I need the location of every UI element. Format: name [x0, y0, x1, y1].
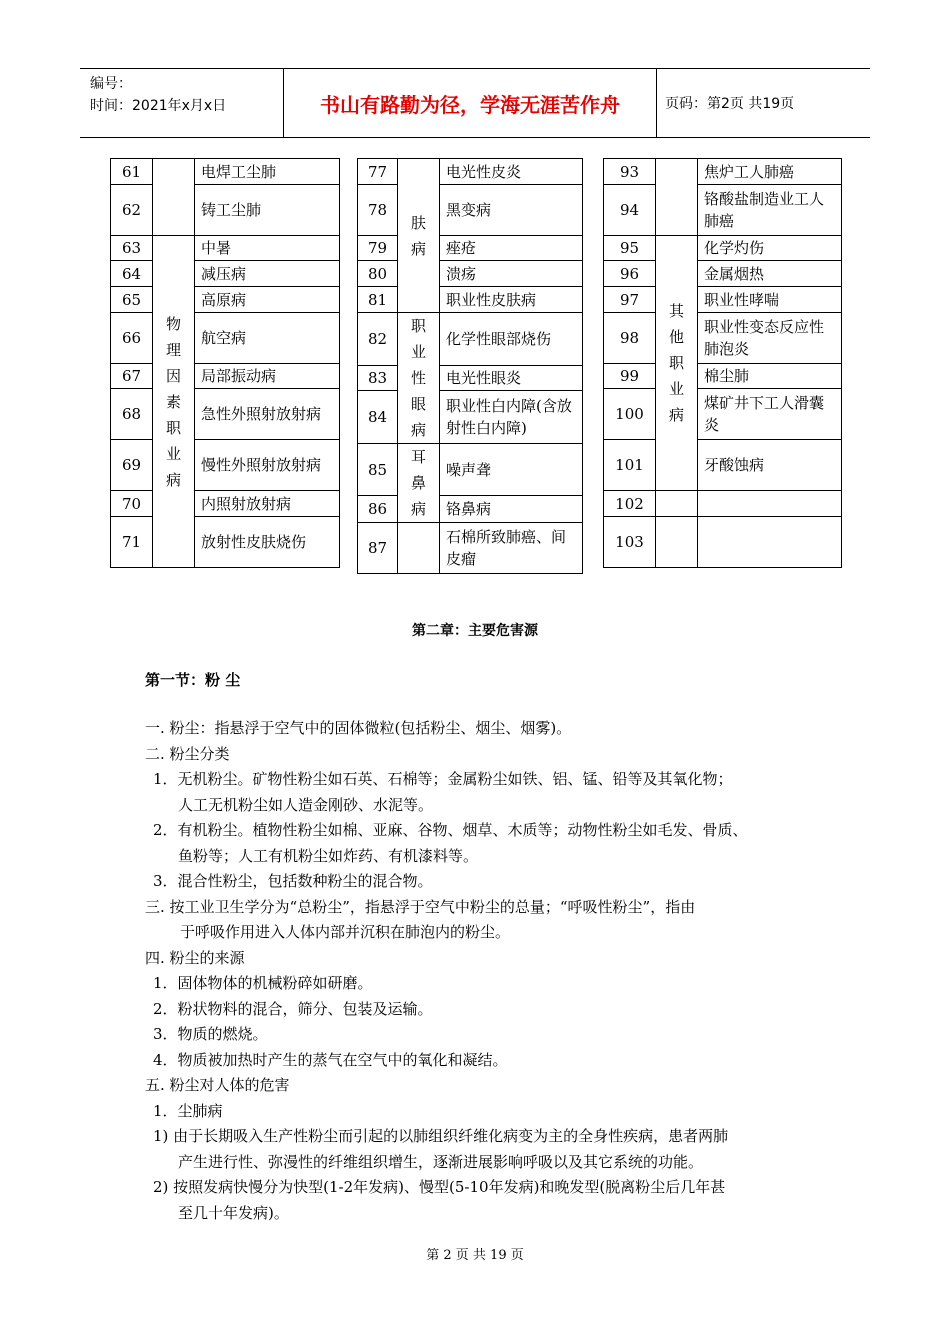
table-cell-name: 中暑 [195, 236, 340, 261]
paragraph-line: 3．物质的燃烧。 [153, 1025, 268, 1043]
table-cell-num: 97 [604, 287, 656, 313]
time-label: 时间：2021年x月x日 [90, 98, 227, 114]
header-left-cell [80, 69, 283, 137]
table-cell-num: 70 [111, 491, 153, 517]
table-cell-name: 化学性眼部烧伤 [440, 313, 583, 366]
category-empty-cell [656, 159, 698, 236]
header-page-label: 页码：第2页 共19页 [665, 96, 795, 112]
table-cell-num: 69 [111, 440, 153, 491]
paragraph-line: 3．混合性粉尘，包括数种粉尘的混合物。 [153, 872, 433, 890]
paragraph-line: 产生进行性、弥漫性的纤维组织增生，逐渐进展影响呼吸以及其它系统的功能。 [178, 1152, 704, 1171]
paragraph-line: 2．有机粉尘。植物性粉尘如棉、亚麻、谷物、烟草、木质等；动物性粉尘如毛发、骨质、 [153, 821, 748, 839]
table-cell-name: 职业性哮喘 [698, 287, 842, 313]
table-cell-num: 68 [111, 389, 153, 440]
paragraph-line: 鱼粉等；人工有机粉尘如炸药、有机漆料等。 [178, 846, 479, 865]
header-motto: 书山有路勤为径，学海无涯苦作舟 [283, 69, 657, 137]
disease-table-1 [110, 158, 340, 568]
paragraph-line: 至几十年发病)。 [178, 1203, 289, 1222]
table-cell-num: 79 [358, 236, 398, 261]
table-cell-name: 煤矿井下工人滑囊炎 [698, 389, 842, 440]
table-cell-num: 99 [604, 364, 656, 389]
number-label: 编号： [90, 76, 132, 92]
paragraph-line: 五. 粉尘对人体的危害 [145, 1076, 290, 1094]
table-cell-name: 焦炉工人肺癌 [698, 159, 842, 185]
table-cell-name [698, 491, 842, 517]
table-cell-num: 87 [358, 523, 398, 574]
table-cell-num: 78 [358, 185, 398, 236]
table-cell-num: 101 [604, 440, 656, 491]
table-cell-num: 94 [604, 185, 656, 236]
category-empty-cell [153, 159, 195, 236]
table-cell-name: 噪声聋 [440, 444, 583, 496]
paragraph-line: 于呼吸作用进入人体内部并沉积在肺泡内的粉尘。 [180, 923, 511, 941]
table-cell-num: 83 [358, 365, 398, 391]
table-cell-num: 61 [111, 159, 153, 185]
paragraph-line: 四. 粉尘的来源 [145, 948, 245, 967]
table-cell-name: 溃疡 [440, 261, 583, 287]
category-other: 其他职业病 [656, 236, 698, 491]
table-cell-name: 铸工尘肺 [195, 185, 340, 236]
table-cell-name: 职业性变态反应性肺泡炎 [698, 313, 842, 364]
table-cell-num: 85 [358, 444, 398, 496]
table-cell-name: 棉尘肺 [698, 364, 842, 389]
table-cell-name: 职业性白内障(含放射性白内障) [440, 391, 583, 444]
table-cell-num: 62 [111, 185, 153, 236]
category-empty-cell [656, 517, 698, 568]
table-cell-num: 84 [358, 391, 398, 444]
category-ent: 耳鼻病 [398, 444, 440, 523]
paragraph-line: 2) 按照发病快慢分为快型(1-2年发病)、慢型(5-10年发病)和晚发型(脱离粉尘后几年甚 [153, 1178, 726, 1196]
table-cell-num: 80 [358, 261, 398, 287]
table-cell-num: 96 [604, 261, 656, 287]
table-cell-name: 痤疮 [440, 236, 583, 261]
table-cell-name: 航空病 [195, 313, 340, 364]
table-cell-name: 急性外照射放射病 [195, 389, 340, 440]
paragraph-line: 1．无机粉尘。矿物性粉尘如石英、石棉等；金属粉尘如铁、铝、锰、铅等及其氧化物； [153, 770, 733, 788]
table-cell-name: 石棉所致肺癌、间皮瘤 [440, 523, 583, 574]
table-cell-name: 铬酸盐制造业工人肺癌 [698, 185, 842, 236]
table-cell-name: 高原病 [195, 287, 340, 313]
table-cell-num: 102 [604, 491, 656, 517]
table-cell-num: 98 [604, 313, 656, 364]
disease-table-3 [603, 158, 842, 568]
table-cell-name: 铬鼻病 [440, 496, 583, 523]
category-skin: 肤病 [398, 159, 440, 313]
table-cell-name: 金属烟热 [698, 261, 842, 287]
table-cell-num: 66 [111, 313, 153, 364]
table-cell-num: 81 [358, 287, 398, 313]
section-title: 第一节：粉 尘 [145, 671, 241, 689]
paragraph-line: 1．固体物体的机械粉碎如研磨。 [153, 974, 373, 992]
paragraph-line: 三. 按工业卫生学分为“总粉尘”，指悬浮于空气中粉尘的总量；“呼吸性粉尘”，指由 [145, 897, 696, 916]
table-cell-name: 放射性皮肤烧伤 [195, 517, 340, 568]
table-cell-name: 电焊工尘肺 [195, 159, 340, 185]
table-cell-num: 67 [111, 364, 153, 389]
table-cell-name: 化学灼伤 [698, 236, 842, 261]
chapter-title: 第二章：主要危害源 [412, 623, 538, 639]
paragraph-line: 1) 由于长期吸入生产性粉尘而引起的以肺组织纤维化病变为主的全身性疾病，患者两肺 [153, 1127, 729, 1145]
table-cell-num: 65 [111, 287, 153, 313]
table-cell-num: 82 [358, 313, 398, 366]
table-cell-num: 103 [604, 517, 656, 568]
table-cell-name: 减压病 [195, 261, 340, 287]
table-cell-num: 77 [358, 159, 398, 185]
body-text [145, 716, 825, 1226]
paragraph-line: 1．尘肺病 [153, 1101, 223, 1120]
category-physical: 物理因素职业病 [153, 236, 195, 568]
paragraph-line: 二. 粉尘分类 [145, 744, 230, 763]
table-cell-num: 100 [604, 389, 656, 440]
category-empty-cell [398, 523, 440, 574]
table-cell-num: 95 [604, 236, 656, 261]
paragraph-line: 人工无机粉尘如人造金刚砂、水泥等。 [178, 795, 434, 814]
table-cell-name: 局部振动病 [195, 364, 340, 389]
table-cell-num: 93 [604, 159, 656, 185]
category-eye: 职业性眼病 [398, 313, 440, 444]
table-cell-name: 电光性皮炎 [440, 159, 583, 185]
table-cell-name: 电光性眼炎 [440, 365, 583, 391]
disease-table-2 [357, 158, 583, 574]
page-footer: 第 2 页 共 19 页 [426, 1248, 524, 1263]
table-cell-num: 86 [358, 496, 398, 523]
table-cell-num: 64 [111, 261, 153, 287]
table-cell-num: 71 [111, 517, 153, 568]
table-cell-name: 慢性外照射放射病 [195, 440, 340, 491]
table-cell-name: 黑变病 [440, 185, 583, 236]
table-cell-name: 内照射放射病 [195, 491, 340, 517]
paragraph-line: 一. 粉尘：指悬浮于空气中的固体微粒(包括粉尘、烟尘、烟雾)。 [145, 719, 572, 737]
table-cell-name [698, 517, 842, 568]
table-cell-name: 牙酸蚀病 [698, 440, 842, 491]
paragraph-line: 4．物质被加热时产生的蒸气在空气中的氧化和凝结。 [153, 1050, 508, 1069]
category-empty-cell [656, 491, 698, 517]
table-cell-name: 职业性皮肤病 [440, 287, 583, 313]
page-header [80, 68, 870, 138]
table-cell-num: 63 [111, 236, 153, 261]
paragraph-line: 2．粉状物料的混合，筛分、包装及运输。 [153, 999, 433, 1018]
